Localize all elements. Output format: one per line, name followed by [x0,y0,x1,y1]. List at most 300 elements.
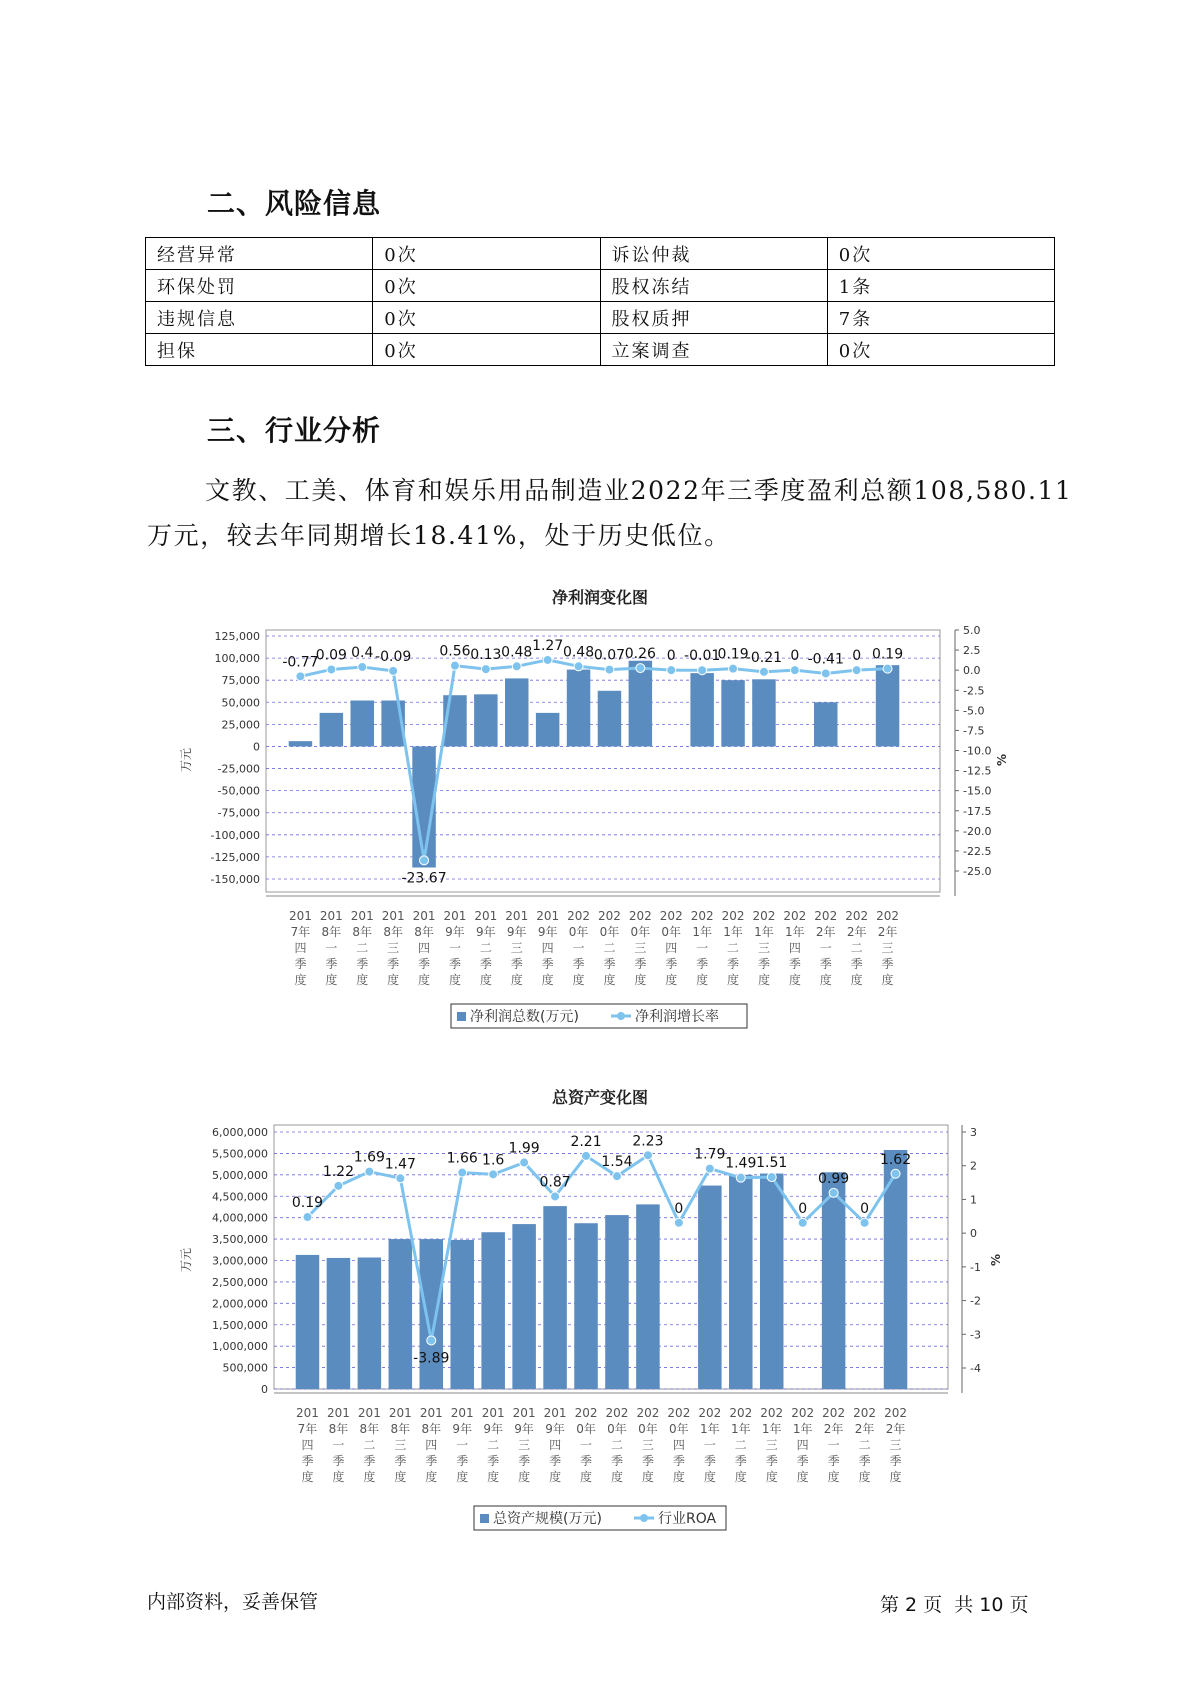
category-label: 202 [884,1406,907,1420]
category-label: 201 [512,1406,536,1420]
data-label: 2.21 [570,1133,602,1150]
bar [567,670,590,747]
category-label: 四 [788,941,801,955]
category-label: 2年 [846,925,867,939]
line-point [543,655,552,664]
category-label: 度 [325,973,338,987]
y2-tick-label: 2 [970,1159,977,1173]
data-label: 0.07 [593,647,626,664]
line-point [643,1151,652,1160]
category-label: 四 [418,941,431,955]
y2-tick-label: 3 [970,1126,977,1139]
category-label: 度 [294,973,307,987]
bar [351,701,374,747]
y-tick-label: 25,000 [221,718,260,732]
category-label: 度 [665,973,678,987]
category-label: 季 [827,1454,840,1468]
category-label: 度 [703,1470,716,1484]
risk-item-value: 0次 [373,270,600,302]
category-label: 0年 [576,1422,596,1436]
category-label: 度 [549,1470,562,1484]
category-label: 1年 [700,1422,720,1436]
category-label: 二 [858,1438,871,1452]
category-label: 度 [541,973,554,987]
category-label: 度 [510,973,523,987]
category-label: 季 [788,957,801,971]
data-label: 0 [666,648,676,665]
category-label: 四 [665,941,678,955]
category-label: 二 [487,1438,500,1452]
category-label: 0年 [630,925,651,939]
bar [296,1255,320,1389]
category-label: 2年 [885,1422,906,1436]
category-label: 一 [696,941,709,955]
category-label: 度 [757,973,770,987]
category-label: 度 [696,973,709,987]
category-label: 季 [510,957,523,971]
footer-left: 内部资料，妥善保管 [147,1591,319,1613]
category-label: 季 [363,1454,376,1468]
category-label: 三 [889,1438,902,1452]
risk-table [145,237,1055,366]
category-label: 季 [580,1454,593,1468]
risk-item-value: 0次 [373,302,600,334]
y-tick-label: 4,000,000 [212,1211,268,1225]
data-label: 0.87 [539,1174,571,1191]
data-label: 0.99 [818,1170,850,1187]
category-label: 201 [474,909,498,923]
y-tick-label: 2,500,000 [212,1275,268,1289]
line-point [790,666,799,675]
y2-tick-label: -7.5 [963,724,985,738]
category-label: 202 [814,909,838,923]
y-tick-label: 4,500,000 [212,1190,268,1204]
line-point [605,665,614,674]
risk-item-label: 违规信息 [146,302,373,334]
line-point [736,1173,745,1182]
data-label: 2.23 [632,1133,664,1150]
y-tick-label: 0 [261,1383,268,1396]
category-label: 9年 [506,925,527,939]
data-label: 0.19 [291,1195,324,1212]
category-label: 2年 [815,925,836,939]
category-label: 8年 [328,1422,349,1436]
category-label: 季 [610,1454,623,1468]
category-label: 度 [332,1470,345,1484]
category-label: 度 [363,1470,376,1484]
category-label: 季 [881,957,894,971]
category-label: 202 [791,1406,815,1420]
y-tick-label: 1,500,000 [212,1318,268,1332]
category-label: 202 [690,909,714,923]
bar [574,1223,598,1389]
y-tick-label: 2,000,000 [212,1297,268,1311]
risk-item-value: 0次 [373,238,600,270]
category-label: 二 [603,941,616,955]
legend-bar-swatch [480,1514,489,1523]
category-label: 202 [698,1406,722,1420]
line-point [667,666,676,675]
legend-label: 净利润总数(万元) [470,1009,579,1025]
category-label: 一 [456,1438,469,1452]
data-label: 0.48 [501,644,533,661]
category-label: 7年 [290,925,311,939]
category-label: 201 [296,1406,319,1420]
y-tick-label: 3,000,000 [212,1254,268,1268]
y2-axis-title: % [995,753,1009,767]
line-point [636,664,645,673]
category-label: 度 [356,973,369,987]
y-tick-label: -75,000 [217,806,260,820]
line-point [365,1167,374,1176]
category-label: 一 [325,941,338,955]
line-point [450,661,459,670]
category-label: 季 [765,1454,778,1468]
risk-item-label: 经营异常 [146,238,373,270]
category-label: 8年 [321,925,342,939]
category-label: 度 [456,1470,469,1484]
data-label: 1.6 [482,1152,505,1169]
line-point [821,669,830,678]
y-tick-label: 5,500,000 [212,1147,268,1161]
category-label: 度 [889,1470,902,1484]
category-label: 201 [412,909,436,923]
category-label: 9年 [452,1422,473,1436]
category-label: 202 [667,1406,691,1420]
section3-title: 三、行业分析 [207,414,382,447]
line-point [512,662,521,671]
risk-item-label: 股权质押 [600,302,827,334]
bar [327,1258,351,1389]
line-point [481,665,490,674]
data-label: 1.47 [384,1156,416,1173]
data-label: 0.48 [562,644,595,661]
category-label: 度 [858,1470,871,1484]
category-label: 8年 [421,1422,442,1436]
category-label: 季 [518,1454,531,1468]
category-label: 一 [448,941,461,955]
category-label: 9年 [445,925,465,939]
category-label: 二 [363,1438,376,1452]
category-label: 202 [760,1406,784,1420]
category-label: 201 [443,909,467,923]
bar [698,1186,722,1389]
category-label: 2年 [854,1422,875,1436]
category-label: 8年 [352,925,373,939]
category-label: 201 [450,1406,474,1420]
category-label: 三 [757,941,770,955]
line-point [674,1218,683,1227]
risk-row [146,334,1055,366]
y2-tick-label: -1 [970,1260,981,1274]
data-label: -0.41 [807,651,844,668]
y2-tick-label: 0 [970,1227,977,1241]
category-label: 三 [518,1438,531,1452]
data-label: 1.66 [446,1150,478,1167]
category-label: 度 [518,1470,531,1484]
bar [636,1204,660,1389]
bar [536,713,559,747]
category-label: 度 [672,1470,685,1484]
y-tick-label: 100,000 [214,652,260,666]
category-label: 1年 [730,1422,751,1436]
data-label: 0.19 [717,646,749,663]
category-label: 度 [572,973,585,987]
category-label: 度 [603,973,616,987]
risk-item-value: 0次 [827,334,1054,366]
category-label: 201 [326,1406,350,1420]
category-label: 0年 [607,1422,627,1436]
category-label: 一 [703,1438,716,1452]
category-label: 度 [487,1470,500,1484]
category-label: 三 [634,941,647,955]
category-label: 季 [487,1454,500,1468]
category-label: 度 [765,1470,778,1484]
category-label: 季 [757,957,770,971]
category-label: 度 [819,973,832,987]
category-label: 度 [425,1470,438,1484]
data-label: 0.4 [351,644,374,661]
category-label: 季 [325,957,338,971]
category-label: 202 [597,909,621,923]
y2-tick-label: -17.5 [963,804,992,818]
category-label: 三 [394,1438,407,1452]
category-label: 7年 [297,1422,318,1436]
category-label: 202 [845,909,869,923]
category-label: 四 [541,941,554,955]
line-point [798,1218,807,1227]
line-point [759,667,768,676]
bar [543,1206,567,1389]
category-label: 9年 [483,1422,503,1436]
category-label: 202 [567,909,591,923]
line-point [612,1172,621,1181]
bar [474,694,497,746]
y2-tick-label: 5.0 [963,624,981,637]
bar [389,1239,413,1389]
line-point [389,666,398,675]
category-label: 度 [788,973,801,987]
bar [814,702,837,746]
category-label: 三 [641,1438,654,1452]
data-label: 1.22 [322,1163,355,1180]
category-label: 季 [294,957,307,971]
category-label: 季 [448,957,461,971]
line-point [396,1174,405,1183]
y-tick-label: -125,000 [210,850,260,864]
legend-line-dot [640,1514,648,1522]
line-point [729,664,738,673]
legend-label: 净利润增长率 [635,1009,719,1025]
line-point [829,1188,838,1197]
bar [289,741,312,746]
analysis-line-1: 文教、工美、体育和娱乐用品制造业2022年三季度盈利总额108,580.11 [205,476,1073,505]
y2-tick-label: 2.5 [963,644,981,658]
category-label: 1年 [785,925,805,939]
category-label: 三 [881,941,894,955]
line-point [852,666,861,675]
category-label: 度 [394,1470,407,1484]
category-label: 202 [752,909,776,923]
legend-bar-swatch [457,1012,466,1021]
category-label: 201 [319,909,343,923]
category-label: 季 [734,1454,747,1468]
line-point [767,1173,776,1182]
data-label: -0.09 [375,648,412,665]
line-point [860,1218,869,1227]
footer-page-number: 第 2 页 共 10 页 [880,1594,1029,1616]
y2-tick-label: -3 [970,1328,981,1342]
section2-title: 二、风险信息 [207,187,382,220]
category-label: 201 [288,909,312,923]
category-label: 1年 [792,1422,813,1436]
category-label: 201 [481,1406,505,1420]
category-label: 度 [881,973,894,987]
category-label: 二 [356,941,369,955]
y-tick-label: 50,000 [221,696,260,710]
line-point [458,1168,467,1177]
category-label: 度 [727,973,740,987]
category-label: 201 [505,909,529,923]
y-tick-label: 3,500,000 [212,1233,268,1247]
bar [752,679,775,746]
chart-title: 净利润变化图 [551,588,649,607]
category-label: 201 [419,1406,443,1420]
y2-tick-label: -12.5 [963,764,992,778]
risk-row [146,270,1055,302]
bar [822,1172,846,1389]
line-point [303,1213,312,1222]
category-label: 1年 [723,925,743,939]
data-label: 0 [860,1200,870,1217]
y-axis-title: 万元 [179,1247,193,1273]
data-label: 1.54 [601,1154,633,1171]
bar [605,1215,629,1389]
data-label: 1.69 [353,1149,385,1166]
y-axis-title: 万元 [179,747,193,773]
bar [512,1224,536,1389]
y-tick-label: -25,000 [217,762,260,776]
category-label: 2年 [877,925,898,939]
category-label: 四 [672,1438,685,1452]
category-label: 二 [479,941,492,955]
bar [760,1174,784,1389]
risk-item-label: 股权冻结 [600,270,827,302]
category-label: 度 [641,1470,654,1484]
bar [721,680,744,746]
category-label: 季 [665,957,678,971]
category-label: 202 [605,1406,629,1420]
line-point [698,666,707,675]
category-label: 8年 [359,1422,380,1436]
legend-line-dot [617,1012,625,1020]
category-label: 9年 [514,1422,534,1436]
category-label: 2年 [823,1422,844,1436]
category-label: 度 [827,1470,840,1484]
y-tick-label: 6,000,000 [212,1126,268,1139]
y-tick-label: 125,000 [214,630,260,643]
y2-tick-label: -5.0 [963,704,985,718]
category-label: 季 [672,1454,685,1468]
category-label: 季 [703,1454,716,1468]
category-label: 季 [727,957,740,971]
category-label: 一 [580,1438,593,1452]
category-label: 度 [479,973,492,987]
category-label: 8年 [383,925,403,939]
y2-tick-label: -15.0 [963,784,992,798]
category-label: 四 [301,1438,314,1452]
data-label: 0.19 [871,646,904,663]
data-label: -0.77 [282,654,319,671]
category-label: 201 [381,909,405,923]
category-label: 二 [734,1438,747,1452]
y2-tick-label: -2 [970,1294,981,1308]
category-label: 202 [822,1406,846,1420]
line-point [489,1170,498,1179]
risk-item-label: 诉讼仲裁 [600,238,827,270]
category-label: 季 [332,1454,345,1468]
category-label: 度 [850,973,863,987]
line-point [427,1336,436,1345]
category-label: 四 [294,941,307,955]
category-label: 三 [510,941,523,955]
bar [598,691,621,747]
data-label: -23.67 [401,870,447,887]
line-point [883,664,892,673]
y2-tick-label: -20.0 [963,824,992,838]
category-label: 季 [634,957,647,971]
risk-item-label: 环保处罚 [146,270,373,302]
data-label: 1.49 [725,1155,757,1172]
category-label: 四 [549,1438,562,1452]
data-label: -0.21 [745,649,783,666]
data-label: 1.99 [508,1140,540,1157]
data-label: 0 [674,1200,684,1217]
y-tick-label: 75,000 [221,674,260,688]
risk-item-value: 0次 [373,334,600,366]
line-point [705,1164,714,1173]
category-label: 四 [425,1438,438,1452]
bar [320,713,343,747]
category-label: 季 [541,957,554,971]
y2-tick-label: 1 [970,1193,977,1207]
category-label: 1年 [692,925,712,939]
category-label: 二 [850,941,863,955]
y-tick-label: -150,000 [210,873,260,886]
category-label: 202 [783,909,807,923]
risk-item-value: 7条 [827,302,1054,334]
category-label: 季 [796,1454,809,1468]
category-label: 度 [796,1470,809,1484]
y-tick-label: 5,000,000 [212,1168,268,1182]
category-label: 度 [301,1470,314,1484]
category-label: 1年 [761,1422,782,1436]
y2-tick-label: -25.0 [963,865,992,878]
category-label: 季 [394,1454,407,1468]
data-label: 0 [790,648,800,665]
category-label: 201 [543,1406,567,1420]
category-label: 0年 [599,925,620,939]
data-label: 1.62 [879,1151,912,1168]
category-label: 201 [357,1406,381,1420]
category-label: 201 [388,1406,412,1420]
data-label: -3.89 [413,1350,450,1367]
category-label: 度 [387,973,400,987]
category-label: 1年 [754,925,774,939]
line-point [574,662,583,671]
category-label: 三 [387,941,400,955]
data-label: 1.27 [532,637,564,654]
